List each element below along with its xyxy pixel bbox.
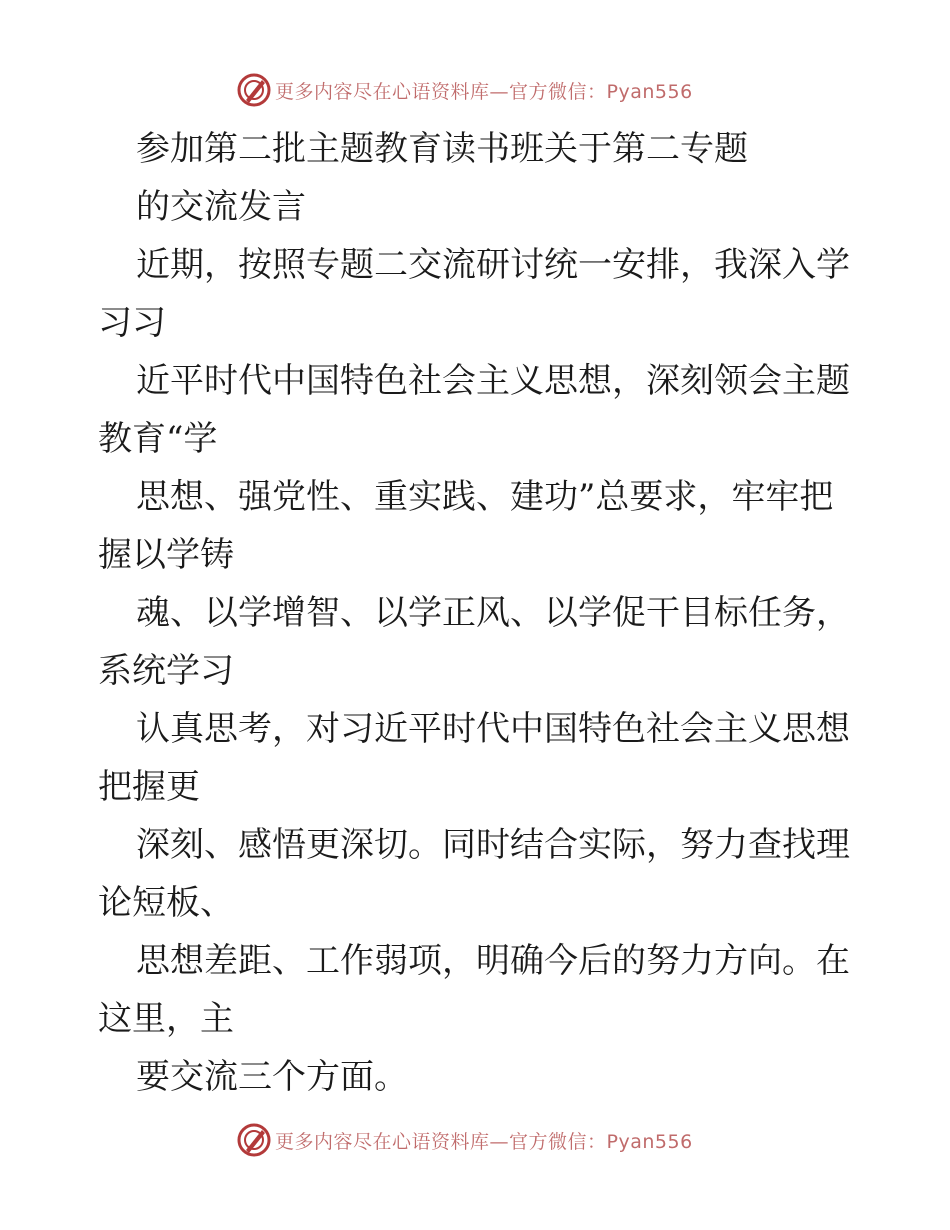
banner-text bbox=[275, 1127, 693, 1154]
document-line: 参加第二批主题教育读书班关于第二专题 bbox=[136, 129, 748, 169]
document-line: 握以学铸 bbox=[98, 535, 234, 575]
document-line: 论短板、 bbox=[98, 883, 234, 923]
banner-label: 更多内容尽在心语资料库—官方微信： bbox=[275, 1130, 607, 1153]
document-body bbox=[98, 120, 858, 1106]
document-line: 近期，按照专题二交流研讨统一安排，我深入学 bbox=[136, 245, 850, 285]
document-line: 深刻、感悟更深切。同时结合实际，努力查找理 bbox=[136, 825, 850, 865]
document-line: 习习 bbox=[98, 303, 166, 343]
brand-logo-icon bbox=[236, 72, 272, 108]
document-line: 认真思考，对习近平时代中国特色社会主义思想 bbox=[136, 709, 850, 749]
brand-logo-icon bbox=[236, 1122, 272, 1158]
wechat-id: Pyan556 bbox=[606, 80, 693, 103]
document-line: 思想差距、工作弱项，明确今后的努力方向。在 bbox=[136, 941, 850, 981]
document-line: 教育“学 bbox=[98, 419, 218, 459]
header-watermark-banner bbox=[236, 72, 693, 108]
banner-label: 更多内容尽在心语资料库—官方微信： bbox=[275, 80, 607, 103]
wechat-id: Pyan556 bbox=[606, 1130, 693, 1153]
document-line: 思想、强党性、重实践、建功”总要求，牢牢把 bbox=[136, 477, 834, 517]
document-line: 近平时代中国特色社会主义思想，深刻领会主题 bbox=[136, 361, 850, 401]
document-line: 的交流发言 bbox=[136, 187, 306, 227]
document-line: 这里，主 bbox=[98, 999, 234, 1039]
document-line: 魂、以学增智、以学正风、以学促干目标任务， bbox=[136, 593, 850, 633]
document-line: 系统学习 bbox=[98, 651, 234, 691]
document-line: 要交流三个方面。 bbox=[136, 1057, 408, 1097]
footer-watermark-banner bbox=[236, 1122, 693, 1158]
document-line: 把握更 bbox=[98, 767, 200, 807]
banner-text bbox=[275, 77, 693, 104]
